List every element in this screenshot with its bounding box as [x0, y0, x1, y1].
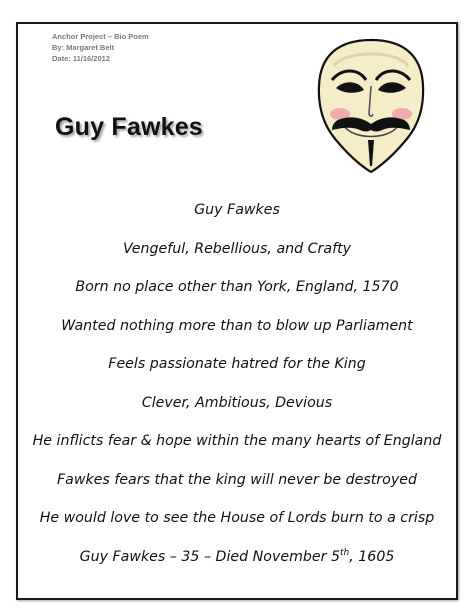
poem-line: He inflicts fear & hope within the many hearts of England: [32, 433, 442, 449]
poem-last-line-year: , 1605: [349, 548, 395, 565]
header-author-line: By: Margaret Belt: [52, 43, 115, 52]
guy-fawkes-mask-icon: [314, 36, 428, 176]
poem-line: Feels passionate hatred for the King: [108, 356, 366, 372]
poem-line: Vengeful, Rebellious, and Crafty: [122, 240, 352, 257]
poem-line: Wanted nothing more than to blow up Parliament: [61, 317, 413, 334]
poem-last-line-superscript: th: [340, 547, 350, 558]
poem-line: Fawkes fears that the king will never be destroyed: [57, 471, 417, 488]
header-date-line: Date: 11/16/2012: [52, 54, 110, 63]
poem-line: Guy Fawkes: [194, 202, 280, 218]
document-header: [52, 31, 149, 64]
poem-line: Clever, Ambitious, Devious: [141, 394, 333, 411]
page-title: Guy Fawkes: [55, 113, 203, 141]
poem-line: Born no place other than York, England, 1570: [75, 279, 399, 295]
poem-body: [20, 196, 454, 581]
header-project-line: Anchor Project – Bio Poem: [52, 32, 149, 41]
poem-line: He would love to see the House of Lords burn to a crisp: [39, 510, 435, 526]
poem-last-line-main: Guy Fawkes – 35 – Died November 5: [79, 548, 341, 565]
poem-last-line: [20, 543, 454, 582]
